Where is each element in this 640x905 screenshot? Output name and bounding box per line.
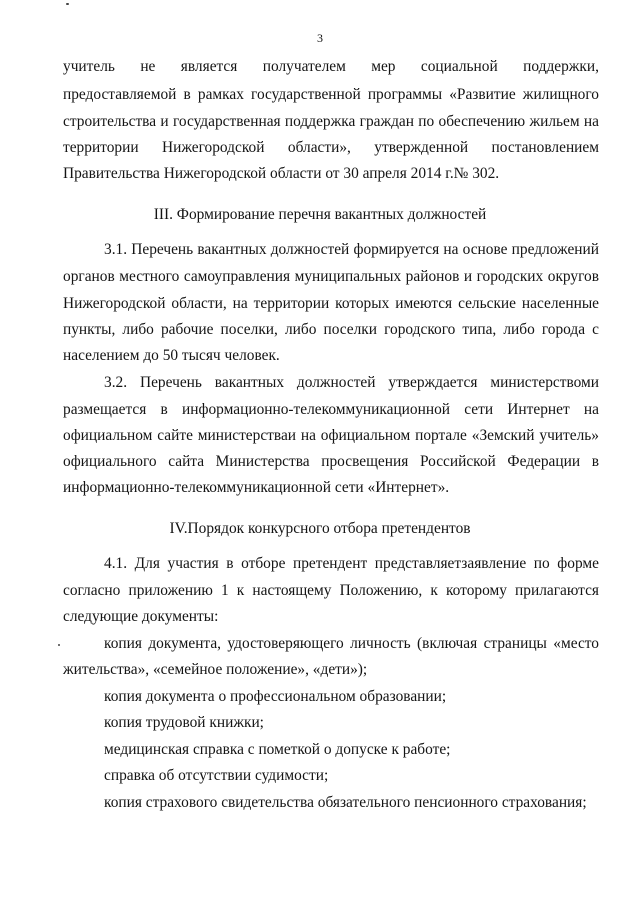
section-heading: IV.Порядок конкурсного отбора претендентов bbox=[169, 520, 471, 537]
paragraph-line: органов местного самоуправления муниципальных районов и городских округов bbox=[63, 268, 599, 285]
list-item: копия страхового свидетельства обязательного пенсионного страхования; bbox=[104, 794, 587, 811]
paragraph-line: Нижегородской области, на территории которых имеются сельские населенные bbox=[63, 295, 599, 312]
paragraph-line: учитель не является получателем мер социальной поддержки, bbox=[63, 58, 599, 75]
paragraph-line: строительства и государственная поддержка граждан по обеспечению жильем на bbox=[63, 113, 599, 130]
paragraph-line: официального сайта Министерства просвещения Российской Федерации в bbox=[63, 453, 599, 470]
list-item: справка об отсутствии судимости; bbox=[104, 767, 329, 784]
paragraph-line: населением до 50 тысяч человек. bbox=[63, 347, 280, 364]
scan-speck bbox=[66, 3, 69, 5]
paragraph-line: следующие документы: bbox=[63, 608, 219, 625]
scan-speck bbox=[58, 644, 60, 646]
list-item: копия документа о профессиональном образовании; bbox=[104, 688, 447, 705]
section-heading: III. Формирование перечня вакантных должностей bbox=[153, 206, 487, 223]
list-item-line: копия документа, удостоверяющего личность (включая страницы «место bbox=[104, 635, 599, 652]
paragraph-line: согласно приложению 1 к настоящему Положению, к которому прилагаются bbox=[63, 582, 599, 599]
paragraph-line: 3.2. Перечень вакантных должностей утверждается министерствоми bbox=[104, 374, 599, 391]
paragraph-line: официальном сайте министерстваи на официальном портале «Земский учитель» bbox=[63, 427, 599, 444]
list-item: копия трудовой книжки; bbox=[104, 714, 264, 731]
list-item: медицинская справка с пометкой о допуске к работе; bbox=[104, 741, 451, 758]
page-number: 3 bbox=[317, 31, 323, 45]
paragraph-line: Правительства Нижегородской области от 30 апреля 2014 г.№ 302. bbox=[63, 165, 500, 182]
paragraph-line: территории Нижегородской области», утвержденной постановлением bbox=[63, 139, 599, 156]
paragraph-line: 4.1. Для участия в отборе претендент представляетзаявление по форме bbox=[104, 555, 599, 572]
paragraph-line: пункты, либо рабочие поселки, либо поселки городского типа, либо города с bbox=[63, 321, 599, 338]
paragraph-line: 3.1. Перечень вакантных должностей формируется на основе предложений bbox=[104, 241, 599, 258]
list-item-line: жительства», «семейное положение», «дети»); bbox=[63, 661, 368, 678]
paragraph-line: предоставляемой в рамках государственной программы «Развитие жилищного bbox=[63, 86, 599, 103]
paragraph-line: размещается в информационно-телекоммуникационной сети Интернет на bbox=[63, 401, 599, 418]
paragraph-line: информационно-телекоммуникационной сети «Интернет». bbox=[63, 479, 450, 496]
